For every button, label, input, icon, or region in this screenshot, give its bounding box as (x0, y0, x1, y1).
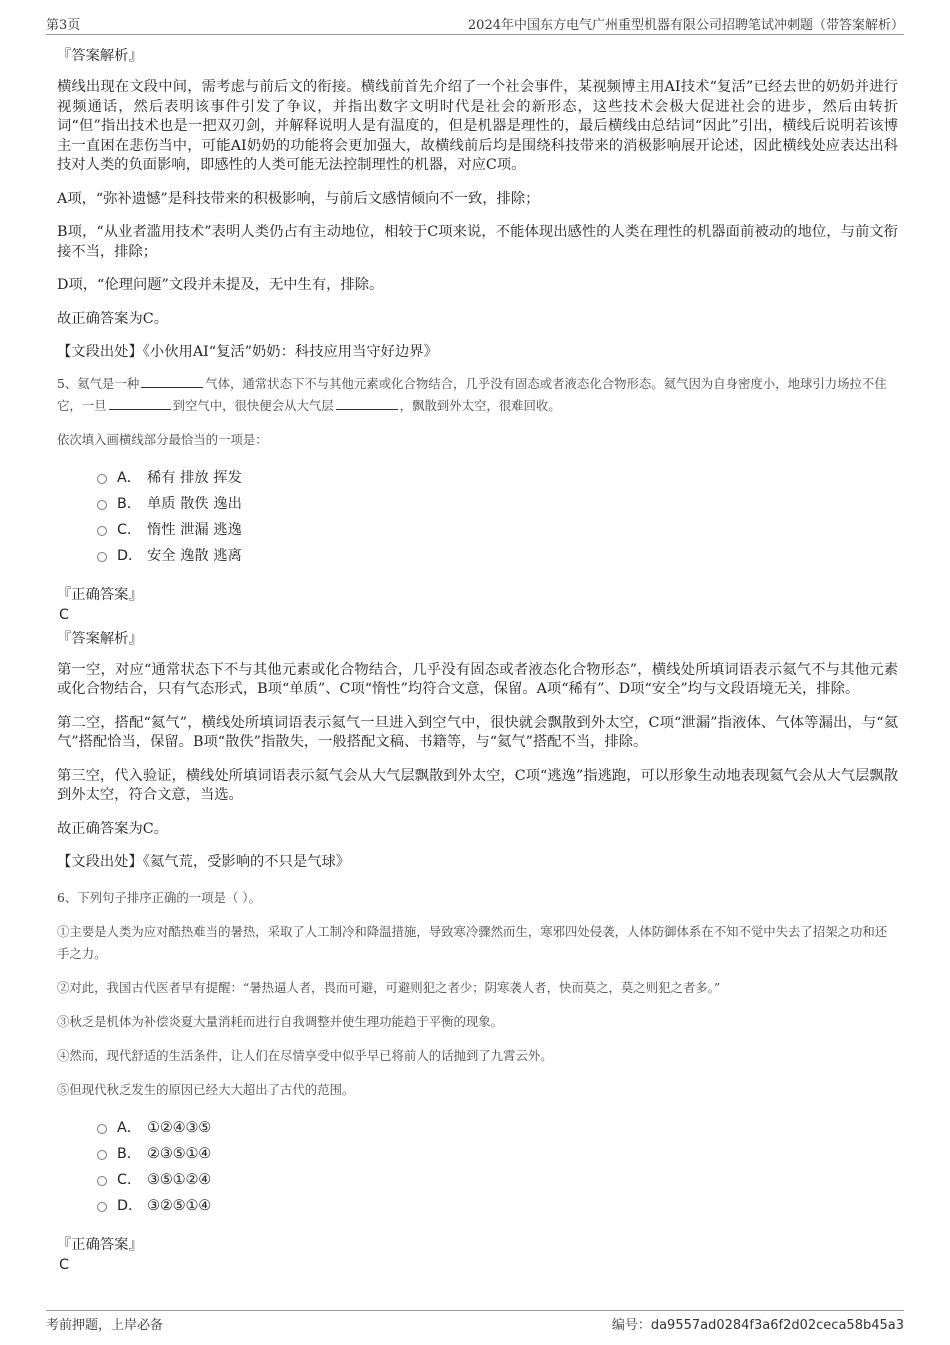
correct-answer-label: 『正确答案』 (57, 586, 143, 603)
radio-icon[interactable] (97, 1202, 107, 1212)
radio-icon[interactable] (97, 526, 107, 536)
page-footer (46, 1310, 904, 1333)
question-6-options (97, 1115, 898, 1219)
question-6-stem: 6、下列句子排序正确的一项是（ ）。 (57, 889, 261, 905)
correct-answer: C (59, 1256, 69, 1273)
sentence-5: ⑤但现代秋乏发生的原因已经大大超出了古代的范围。 (57, 1081, 355, 1097)
question-5-options (97, 465, 898, 569)
sentence-4: ④然而，现代舒适的生活条件，让人们在尽情享受中似乎早已将前人的话抛到了九霄云外。 (57, 1047, 553, 1063)
option-b[interactable]: B． ②③⑤①④ (97, 1141, 898, 1167)
document-title: 2024年中国东方电气广州重型机器有限公司招聘笔试冲刺题（带答案解析） (467, 18, 904, 33)
analysis-paragraph: 第一空，对应“通常状态下不与其他元素或化合物结合，几乎没有固态或者液态化合物形态”，横线处所填词语表示氦气不与其他元素或化合物结合，只有气态形式，B项“单质”、C项“惰性”均符合文意，保留。A项“稀有”、D项“安全”均与文段语境无关，排除。 (57, 661, 898, 697)
analysis-paragraph: 第三空，代入验证，横线处所填词语表示氦气会从大气层飘散到外太空，C项“逃逸”指逃跑，可以形象生动地表现氦气会从大气层飘散到外太空，符合文意，当选。 (57, 767, 898, 803)
footer-slogan: 考前押题，上岸必备 (46, 1318, 164, 1333)
option-a[interactable]: A． ①②④③⑤ (97, 1115, 898, 1141)
option-a[interactable]: A． 稀有 排放 挥发 (97, 465, 898, 491)
radio-icon[interactable] (97, 500, 107, 510)
analysis-label: 『答案解析』 (57, 630, 143, 647)
option-d[interactable]: D． 安全 逸散 逃离 (97, 543, 898, 569)
conclusion: 故正确答案为C。 (57, 820, 169, 837)
blank-3 (336, 397, 398, 410)
page-content (57, 46, 898, 1279)
option-c[interactable]: C． ③⑤①②④ (97, 1167, 898, 1193)
blank-1 (141, 375, 203, 388)
page-header (46, 12, 904, 35)
analysis-paragraph: D项，“伦理问题”文段并未提及，无中生有，排除。 (57, 277, 384, 293)
analysis-paragraph: B项，“从业者滥用技术”表明人类仍占有主动地位，相较于C项来说，不能体现出感性的人类在理性的机器面前被动的地位，与前文衔接不当，排除； (57, 224, 898, 260)
analysis-label: 『答案解析』 (57, 48, 143, 64)
source: 【文段出处】《小伙用AI“复活”奶奶：科技应用当守好边界》 (57, 344, 438, 360)
question-5-prompt: 依次填入画横线部分最恰当的一项是： (57, 431, 268, 447)
radio-icon[interactable] (97, 1176, 107, 1186)
sentence-2: ②对此，我国古代医者早有提醒：“暑热逼人者，畏而可避，可避则犯之者少；阴寒袭人者，快而莫之，莫之则犯之者多。” (57, 979, 721, 995)
option-d[interactable]: D． ③②⑤①④ (97, 1193, 898, 1219)
analysis-paragraph: A项，“弥补遗憾”是科技带来的积极影响，与前后文感情倾向不一致，排除； (57, 190, 540, 207)
radio-icon[interactable] (97, 1150, 107, 1160)
radio-icon[interactable] (97, 552, 107, 562)
radio-icon[interactable] (97, 474, 107, 484)
question-5-stem: 5、氦气是一种 气体，通常状态下不与其他元素或化合物结合，几乎没有固态或者液态化合物形态。氦气因为自身密度小，地球引力场拉不住它，一旦 到空气中，很快便会从大气层 ，飘散到外太空，很难回收。 (57, 375, 887, 413)
sentence-3: ③秋乏是机体为补偿炎夏大量消耗而进行自我调整并使生理功能趋于平衡的现象。 (57, 1013, 504, 1029)
correct-answer: C (59, 606, 69, 623)
page-number: 第3页 (46, 18, 81, 33)
correct-answer-label: 『正确答案』 (57, 1236, 143, 1253)
conclusion: 故正确答案为C。 (57, 310, 169, 327)
analysis-paragraph: 横线出现在文段中间，需考虑与前后文的衔接。横线前首先介绍了一个社会事件，某视频博主用AI技术“复活”已经去世的奶奶并进行视频通话，然后表明该事件引发了争议，并指出数字文明时代是社会的新形态，这些技术会极大促进社会的进步，然后由转折词“但”指出技术也是一把双刃剑，并解释说明人是有温度的，但是机器是理性的，最后横线由总结词“因此”引出，横线后说明若该博主一直困在悲伤当中，可能AI奶奶的功能将会更加强大，故横线前后均是围绕科技带来的消极影响展开论述，因此横线处应表达出科技对人类的负面影响，即感性的人类可能无法控制理性的机器，对应C项。 (57, 79, 898, 173)
radio-icon[interactable] (97, 1124, 107, 1134)
sentence-1: ①主要是人类为应对酷热难当的暑热，采取了人工制冷和降温措施，导致寒冷骤然而生，寒邪四处侵袭，人体防御体系在不知不觉中失去了招架之功和还手之力。 (57, 923, 888, 961)
option-b[interactable]: B． 单质 散佚 逸出 (97, 491, 898, 517)
document-code: 编号：da9557ad0284f3a6f2d02ceca58b45a3 (611, 1318, 904, 1333)
blank-2 (109, 397, 171, 410)
source: 【文段出处】《氦气荒，受影响的不只是气球》 (57, 854, 351, 870)
analysis-paragraph: 第二空，搭配“氦气”，横线处所填词语表示氦气一旦进入到空气中，很快就会飘散到外太空，C项“泄漏”指液体、气体等漏出，与“氦气”搭配恰当，保留。B项“散佚”指散失，一般搭配文稿、书籍等，与“氦气”搭配不当，排除。 (57, 714, 898, 750)
option-c[interactable]: C． 惰性 泄漏 逃逸 (97, 517, 898, 543)
